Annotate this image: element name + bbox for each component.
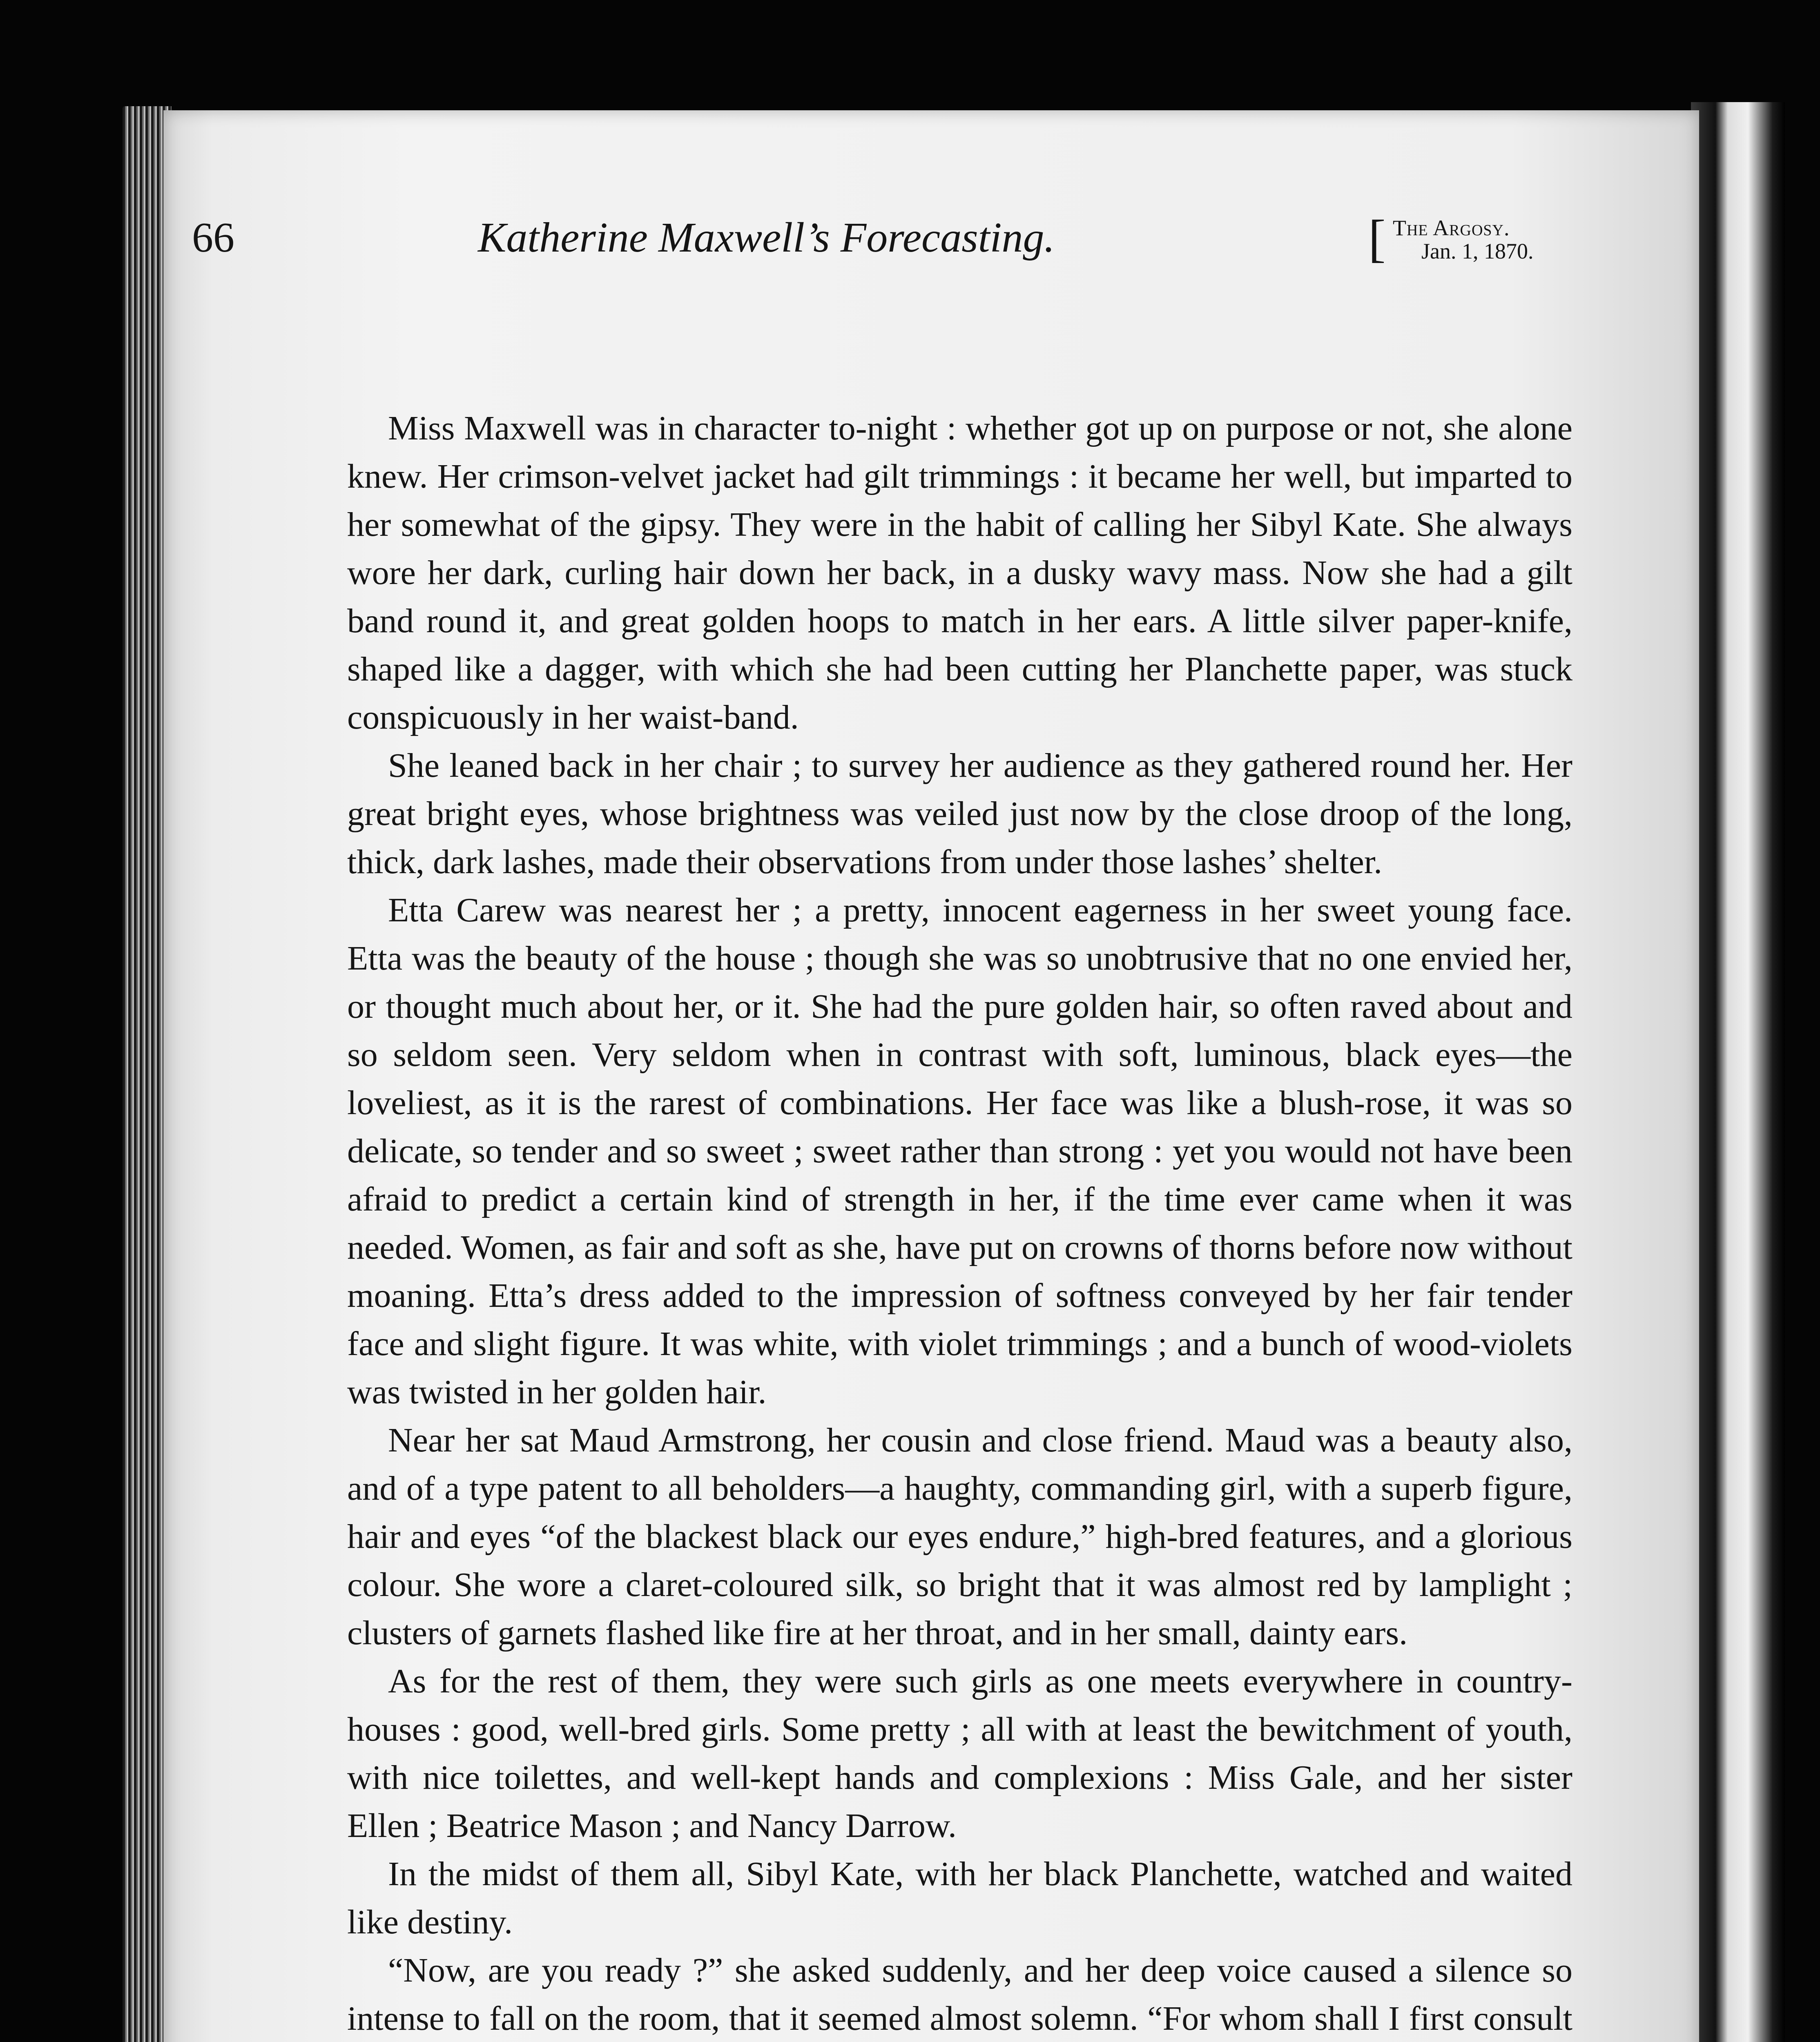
paragraph: “Now, are you ready ?” she asked suddenly, and her deep voice caused a silence so intense to fall on the room, that it seemed almost solemn. “For whom shall I first consult [347,1951,1572,2038]
paragraph: As for the rest of them, they were such girls as one meets everywhere in country-houses : good, well-bred girls. Some pretty ; all with at least the bewitchment of youth, with nice toilettes, and well-kept hands and complexions : Miss Gale, and her sister Ellen ; Beatrice Mason ; and Nancy Darrow. [347,1662,1572,1845]
page-number: 66 [192,214,234,261]
bracket-glyph: [ [1368,210,1386,268]
paragraph: Etta Carew was nearest her ; a pretty, innocent eagerness in her sweet young face. Etta was the beauty of the house ; though she was so unobtrusive that no one envied her, or thought much about her, or it. She had the pure golden hair, so often raved about and so seldom seen. Very seldom when in contrast with soft, luminous, black eyes—the loveliest, as it is the rarest of combinations. Her face was like a blush-rose, it was so delicate, so tender and so sweet ; sweet rather than strong : yet you would not have been afraid to predict a certain kind of strength in her, if the time ever came when it was needed. Women, as fair and soft as she, have put on crowns of thorns before now without moaning. Etta’s dress added to the impression of softness conveyed by her fair tender face and slight figure. It was white, with violet trimmings ; and a bunch of wood-violets was twisted in her golden hair. [347,891,1572,1411]
page-header [192,210,1540,290]
body-text [347,404,1572,2042]
paragraph: Miss Maxwell was in character to-night : whether got up on purpose or not, she alone knew. Her crimson-velvet jacket had gilt trimmings : it became her well, but imparted to her somewhat of the gipsy. They were in the habit of calling her Sibyl Kate. She always wore her dark, curling hair down her back, in a dusky wavy mass. Now she had a gilt band round it, and great golden hoops to match in her ears. A little silver paper-knife, shaped like a dagger, with which she had been cutting her Planchette paper, was stuck conspicuously in her waist-band. [347,409,1572,736]
paragraph: She leaned back in her chair ; to survey her audience as they gathered round her. Her great bright eyes, whose brightness was veiled just now by the close droop of the long, thick, dark lashes, made their observations from under those lashes’ shelter. [347,747,1572,881]
running-title: Katherine Maxwell’s Forecasting. [478,214,1055,261]
source-reference [1368,210,1534,268]
source-magazine: The Argosy. [1393,216,1510,240]
book-gutter [1691,102,1785,2042]
source-date: Jan. 1, 1870. [1421,239,1534,263]
paragraph: Near her sat Maud Armstrong, her cousin and close friend. Maud was a beauty also, and of a type patent to all beholders—a haughty, commanding girl, with a superb figure, hair and eyes “of the blackest black our eyes endure,” high-bred features, and a glorious colour. She wore a claret-coloured silk, so bright that it was almost red by lamplight ; clusters of garnets flashed like fire at her throat, and in her small, dainty ears. [347,1421,1572,1652]
paragraph: In the midst of them all, Sibyl Kate, with her black Planchette, watched and waited like destiny. [347,1855,1572,1941]
